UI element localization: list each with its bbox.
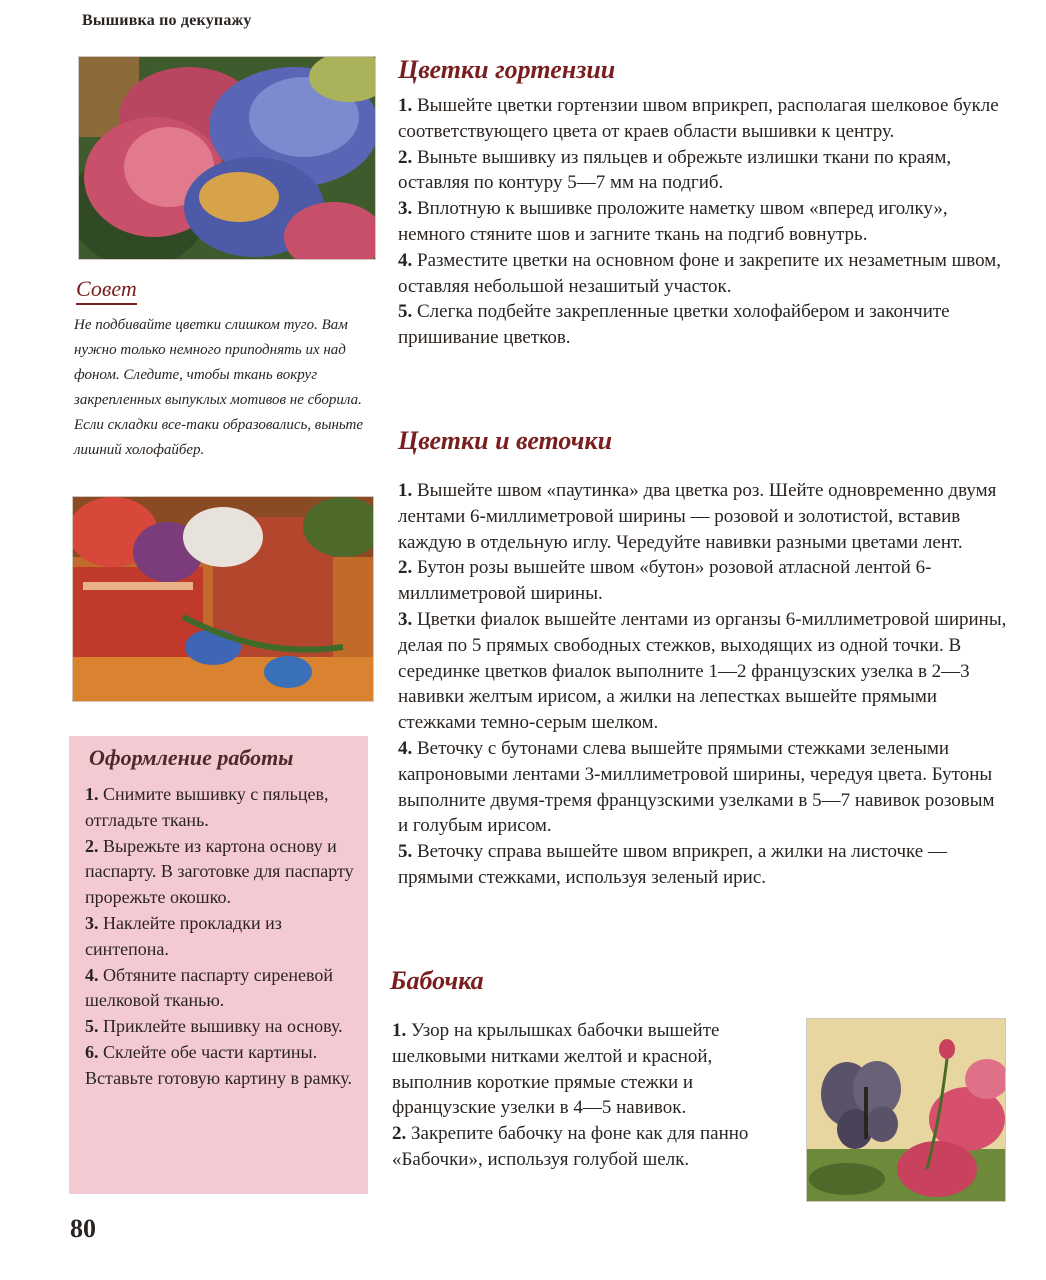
sidebar-title: Оформление работы [89,745,294,770]
list-item: 1. Узор на крылышках бабочки вышейте шелковыми нитками желтой и красной, выполнив короткие прямые стежки и французские узелки в 4—5 навивок. [392,1020,720,1119]
framing-sidebar [69,736,368,1194]
butterfly-photo [806,1018,1006,1202]
roses-violets-photo [72,496,374,702]
tip-box [74,276,374,463]
hydrangea-steps [398,93,1003,351]
list-item: 1. Вышейте цветки гортензии швом вприкреп, располагая шелковое букле соответствующего цвета от краев области вышивки к центру. [398,95,999,142]
list-item: 2. Бутон розы вышейте швом «бутон» розовой атласной лентой 6-миллиметровой ширины. [398,557,932,605]
section-title-flowers-twigs: Цветки и веточки [398,426,613,455]
butterfly-steps [392,1018,792,1173]
list-item: 3. Наклейте прокладки из синтепона. [85,912,282,959]
list-item: 3. Цветки фиалок вышейте лентами из органзы 6-миллиметровой ширины, делая по 5 прямых свободных стежков, выходящих из одной точки. В серединке цветков фиалок выполните 1—2 французских узелка в 2—3 навивки желтым ирисом, а жилки на лепестках вышейте прямыми стежками темно-серым шелком. [398,608,1007,734]
list-item: 4. Обтяните паспарту сиреневой шелковой тканью. [85,964,334,1011]
list-item: 1. Вышейте швом «паутинка» два цветка роз. Шейте одновременно двумя лентами 6-миллиметровой ширины — розовой и золотистой, вставив каждую в отдельную иглу. Чередуйте навивки разными цветами лент. [398,480,997,553]
list-item: 1. Снимите вышивку с пяльцев, отгладьте ткань. [85,784,329,830]
flowers-twigs-steps [398,478,1008,891]
list-item: 4. Веточку с бутонами слева вышейте прямыми стежками зелеными капроновыми лентами 3-миллиметровой ширины, чередуя цвета. Бутоны выполните двумя-тремя французскими узелками в 5—7 навивок розовым и голубым ирисом. [398,737,995,837]
page-number: 80 [70,1214,96,1243]
list-item: 5. Веточку справа вышейте швом вприкреп, а жилки на листочке — прямыми стежками, используя зеленый ирис. [398,841,947,888]
running-head: Вышивка по декупажу [82,12,252,29]
hydrangea-photo [78,56,376,260]
sidebar-steps [85,782,360,1092]
list-item: 4. Разместите цветки на основном фоне и закрепите их незаметным швом, оставляя небольшой незашитый участок. [398,249,1001,297]
list-item: 2. Выньте вышивку из пяльцев и обрежьте излишки ткани по краям, оставляя по контуру 5—7 мм на подгиб. [398,146,952,194]
list-item: 5. Приклейте вышивку на основу. [85,1016,343,1037]
list-item: 2. Закрепите бабочку на фоне как для панно «Бабочки», используя голубой шелк. [392,1123,749,1170]
tip-text: Не подбивайте цветки слишком туго. Вам нужно только немного приподнять их над фоном. Следите, чтобы ткань вокруг закрепленных выпуклых мотивов не сборила. Если складки все-таки образовались, выньте лишний холофайбер. [74,317,364,458]
tip-title: Совет [76,276,137,305]
list-item: 6. Склейте обе части картины. Вставьте готовую картину в рамку. [85,1041,353,1088]
list-item: 2. Вырежьте из картона основу и паспарту. В заготовке для паспарту прорежьте окошко. [85,835,354,908]
list-item: 3. Вплотную к вышивке проложите наметку швом «вперед иголку», немного стяните шов и загните ткань на подгиб вовнутрь. [398,198,948,245]
list-item: 5. Слегка подбейте закрепленные цветки холофайбером и закончите пришивание цветков. [398,301,950,349]
section-title-butterfly: Бабочка [390,966,484,995]
section-title-hydrangea: Цветки гортензии [398,55,616,84]
